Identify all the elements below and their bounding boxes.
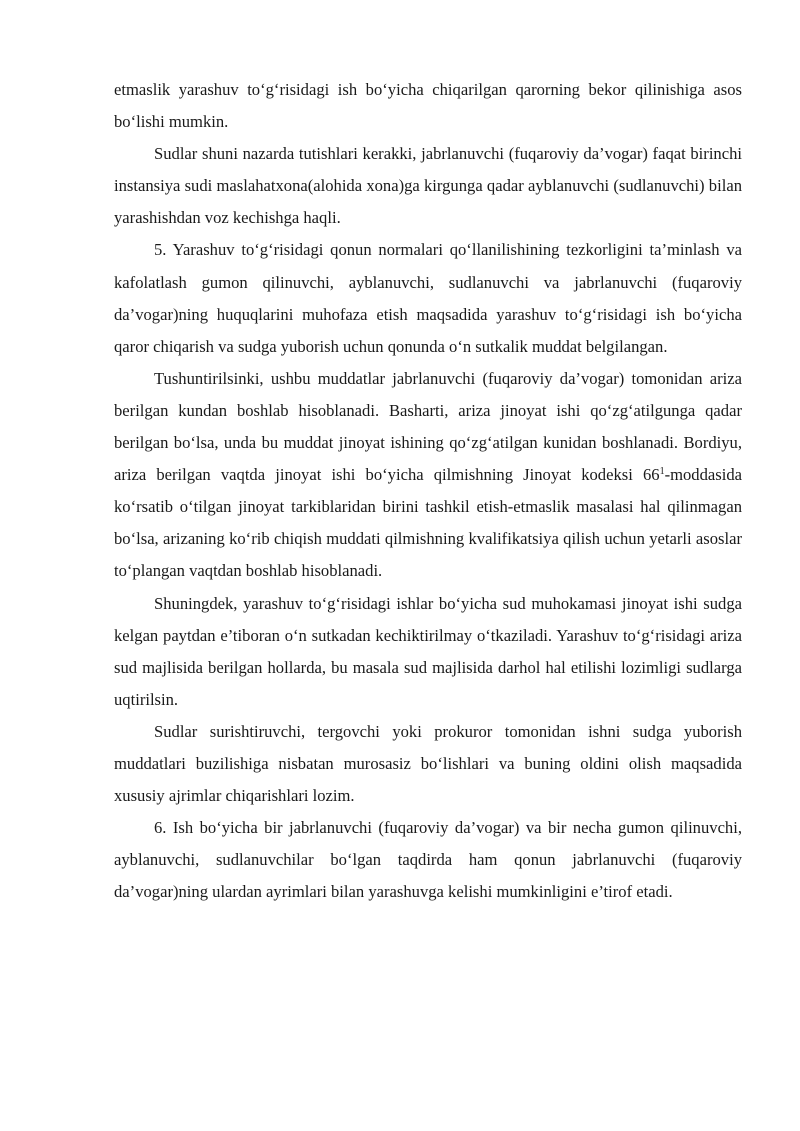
paragraph-withdrawal-right: Sudlar shuni nazarda tutishlari kerakki, jabrlanuvchi (fuqaroviy da’vogar) faqat birinchi instansiya sudi maslahatxona(alohida xona)ga kirgunga qadar ayblanuvchi (sudlanuvchi) bilan yarashishdan voz kechishga haqli. [114, 144, 742, 228]
paragraph-section-6: 6. Ish bo‘yicha bir jabrlanuvchi (fuqaroviy da’vogar) va bir necha gumon qilinuvchi, ayblanuvchi, sudlanuvchilar bo‘lgan taqdirda ham qonun jabrlanuvchi (fuqaroviy da’vogar)ning ulardan ayrimlari bilan yarashuvga kelishi mumkinligini e’tirof etadi. [114, 818, 742, 902]
paragraph-continuation: etmaslik yarashuv to‘g‘risidagi ish bo‘yicha chiqarilgan qarorning bekor qilinishiga asos bo‘lishi mumkin. [114, 80, 742, 132]
paragraph-section-5: 5. Yarashuv to‘g‘risidagi qonun normalari qo‘llanilishining tezkorligini ta’minlash va kafolatlash gumon qilinuvchi, ayblanuvchi, sudlanuvchi va jabrlanuvchi (fuqaroviy da’vogar)ning huquqlarini muhofaza etish maqsadida yarashuv to‘g‘risidagi ish bo‘yicha qaror chiqarish va sudga yuborish uchun qonunda o‘n sutkalik muddat belgilangan. [114, 240, 742, 356]
paragraph-term-calculation [114, 363, 742, 588]
article-superscript: 1 [659, 466, 665, 478]
paragraph-deadline-violations: Sudlar surishtiruvchi, tergovchi yoki prokuror tomonidan ishni sudga yuborish muddatlari buzilishiga nisbatan murosasiz bo‘lishlari va buning oldini olish maqsadida xususiy ajrimlar chiqarishlari lozim. [114, 721, 742, 806]
paragraph-trial-term: Shuningdek, yarashuv to‘g‘risidagi ishlar bo‘yicha sud muhokamasi jinoyat ishi sudga kelgan paytdan e’tiboran o‘n sutkadan kechiktirilmay o‘tkaziladi. Yarashuv to‘g‘risidagi ariza sud majlisida berilgan hollarda, bu masala sud majlisida darhol hal etilishi lozimligi sudlarga uqtirilsin. [114, 593, 742, 709]
paragraph-term-calculation-part2: -moddasida ko‘rsatib o‘tilgan jinoyat tarkiblaridan birini tashkil etish-etmaslik masalasi hal qilinmagan bo‘lsa, arizaning ko‘rib chiqish muddati qilmishning kvalifikatsiya qilish uchun yetarli asoslar to‘plangan vaqtdan boshlab hisoblanadi. [114, 465, 742, 581]
document-page [114, 74, 742, 908]
paragraph-term-calculation-part1: Tushuntirilsinki, ushbu muddatlar jabrlanuvchi (fuqaroviy da’vogar) tomonidan ariza berilgan kundan boshlab hisoblanadi. Basharti, ariza jinoyat ishi qo‘zg‘atilgunga qadar berilgan bo‘lsa, unda bu muddat jinoyat ishining qo‘zg‘atilgan kunidan boshlanadi. Bordiyu, ariza berilgan vaqtda jinoyat ishi bo‘yicha qilmishning Jinoyat kodeksi 66 [114, 368, 742, 485]
